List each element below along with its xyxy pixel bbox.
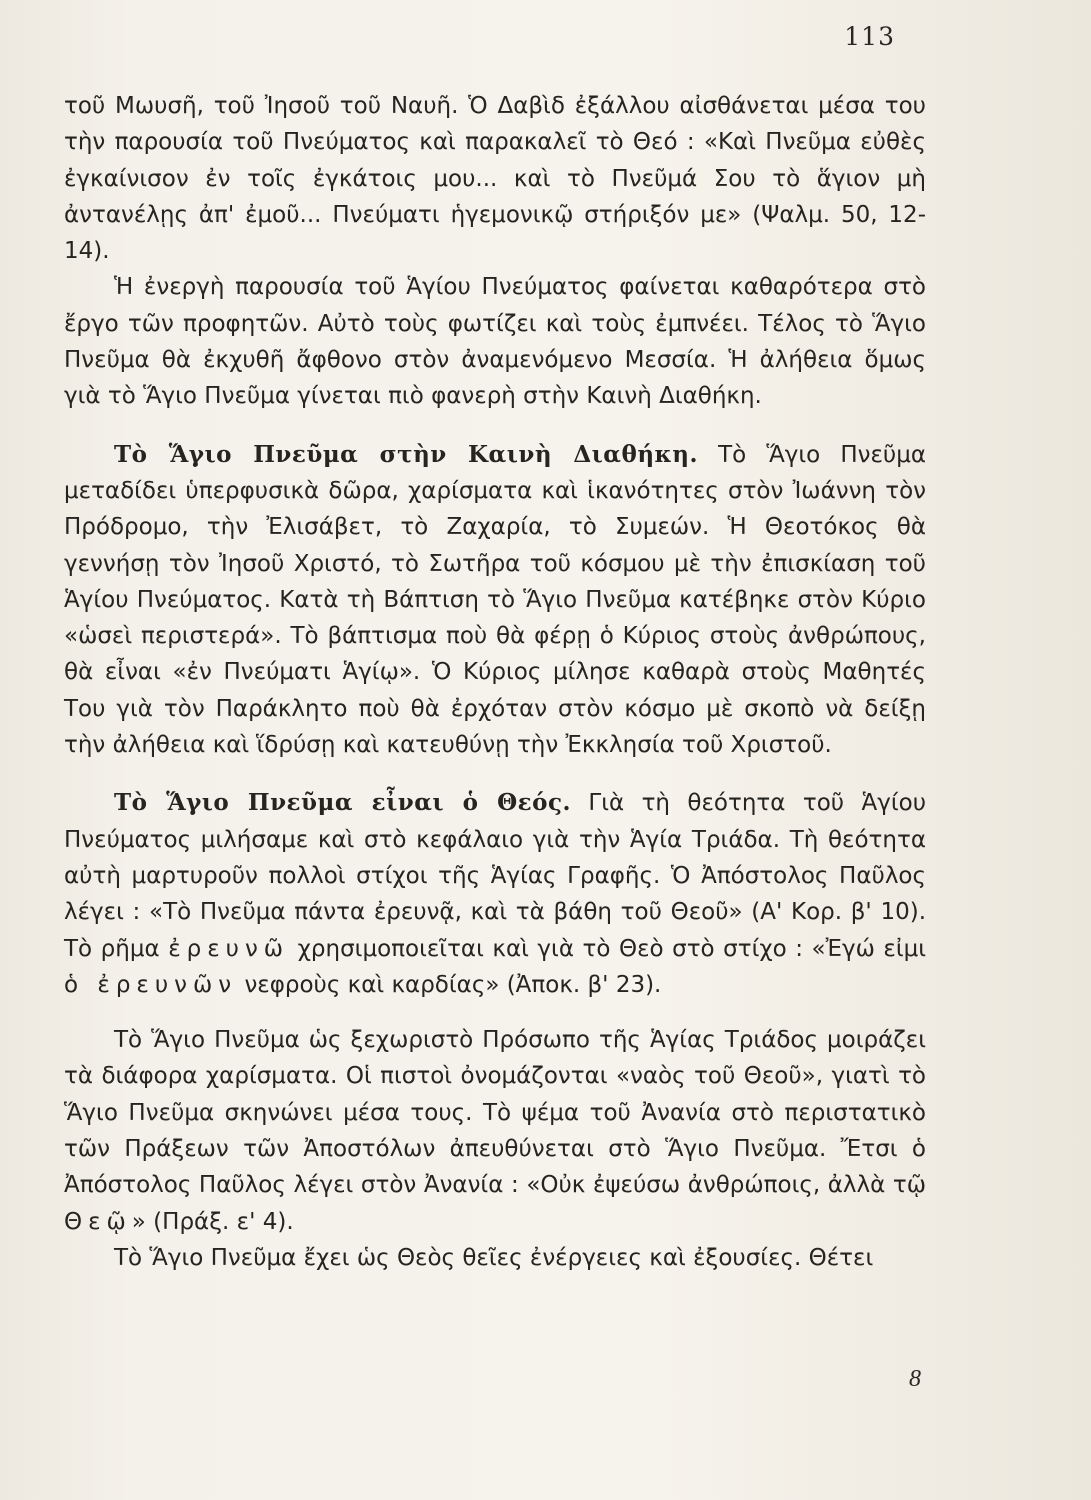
paragraph	[64, 437, 926, 764]
paragraph	[64, 1022, 926, 1240]
body-text	[64, 88, 926, 1276]
paragraph: τοῦ Μωυσῆ, τοῦ Ἰησοῦ τοῦ Ναυῆ. Ὁ Δαβὶδ ἐξάλλου αἰσθάνεται μέσα του τὴν παρουσία τοῦ Πνεύματος καὶ παρακαλεῖ τὸ Θεό : «Καὶ Πνεῦμα εὐθὲς ἐγκαίνισον ἐν τοῖς ἐγκάτοις μου... καὶ τὸ Πνεῦμά Σου τὸ ἅγιον μὴ ἀντανέλῃς ἀπ' ἐμοῦ... Πνεύματι ἡγεμονικῷ στήριξόν με» (Ψαλμ. 50, 12-14).	[64, 93, 926, 265]
paragraph: Τὸ Ἅγιο Πνεῦμα ἔχει ὡς Θεὸς θεῖες ἐνέργειες καὶ ἐξουσίες. Θέτει	[114, 1244, 874, 1271]
paragraph-text: νεφροὺς καὶ καρδίας» (Ἀποκ. β' 23).	[244, 971, 662, 998]
paragraph-text: χρησιμοποιεῖται καὶ γιὰ τὸ Θεὸ στὸ στίχο : «Ἐγώ εἰμι	[297, 935, 927, 962]
section-heading: Τὸ Ἅγιο Πνεῦμα εἶναι ὁ Θεός.	[114, 789, 571, 817]
paragraph-text: Γιὰ τὴ θεότητα τοῦ Ἁγίου Πνεύματος μιλήσαμε καὶ στὸ κεφάλαιο γιὰ τὴν Ἁγία Τριάδα. Τὴ θεότητα αὐτὴ μαρτυροῦν πολλοὶ στίχοι τῆς Ἁγίας Γραφῆς. Ὁ Ἀπόστολος Παῦλος λέγει : «Τὸ Πνεῦμα πάντα ἐρευνᾷ, καὶ τὰ βάθη τοῦ Θεοῦ» (Α' Κορ. β' 10). Τὸ ρῆμα	[64, 790, 927, 962]
paragraph-text: Τὸ Ἅγιο Πνεῦμα μεταδίδει ὑπερφυσικὰ δῶρα, χαρίσματα καὶ ἱκανότητες στὸν Ἰωάννη τὸν Πρόδρομο, τὴν Ἐλισάβετ, τὸ Ζαχαρία, τὸ Συμεών. Ἡ Θεοτόκος θὰ γεννήσῃ τὸν Ἰησοῦ Χριστό, τὸ Σωτῆρα τοῦ κόσμου μὲ τὴν ἐπισκίαση τοῦ Ἁγίου Πνεύματος. Κατὰ τὴ Βάπτιση τὸ Ἅγιο Πνεῦμα κατέβηκε στὸν Κύριο «ὡσεὶ περιστερά». Τὸ βάπτισμα ποὺ θὰ φέρῃ ὁ Κύριος στοὺς ἀνθρώπους, θὰ εἶναι «ἐν Πνεύματι Ἁγίῳ». Ὁ Κύριος μίλησε καθαρὰ στοὺς Μαθητές Του γιὰ τὸν Παράκλητο ποὺ θὰ ἐρχόταν στὸν κόσμο μὲ σκοπὸ νὰ δείξῃ τὴν ἀλήθεια καὶ ἵδρύσῃ καὶ κατευθύνῃ τὴν Ἐκκλησία τοῦ Χριστοῦ.	[64, 441, 926, 759]
section-heading: Τὸ Ἅγιο Πνεῦμα στὴν Καινὴ Διαθήκη.	[114, 440, 699, 468]
paragraph-text: Τὸ Ἅγιο Πνεῦμα ὡς ξεχωριστὸ Πρόσωπο τῆς Ἁγίας Τριάδος μοιράζει τὰ διάφορα χαρίσματα. Οἱ πιστοὶ ὀνομάζονται «ναὸς τοῦ Θεοῦ», γιατὶ τὸ Ἅγιο Πνεῦμα σκηνώνει μέσα τους. Τὸ ψέμα τοῦ Ἀνανία στὸ περιστατικὸ τῶν Πράξεων τῶν Ἀποστόλων ἀπευθύνεται στὸ Ἅγιο Πνεῦμα. Ἔτσι ὁ Ἀπόστολος Παῦλος λέγει στὸν Ἀνανία :	[64, 1027, 926, 1199]
emphasized-word: ἐρευνῶ	[168, 935, 290, 962]
emphasized-word: Θεῷ	[64, 1208, 132, 1235]
page-number: 113	[844, 22, 895, 51]
paragraph	[64, 785, 926, 1003]
emphasized-word: ὁ ἐρευνῶν	[64, 971, 238, 998]
paragraph-text: » (Πράξ. ε' 4).	[131, 1208, 294, 1235]
signature-mark: 8	[909, 1366, 921, 1392]
paragraph-text: «Οὐκ ἐψεύσω ἀνθρώποις, ἀλλὰ τῷ	[526, 1172, 926, 1199]
paragraph: Ἡ ἐνεργὴ παρουσία τοῦ Ἁγίου Πνεύματος φαίνεται καθαρότερα στὸ ἔργο τῶν προφητῶν. Αὐτὸ τοὺς φωτίζει καὶ τοὺς ἐμπνέει. Τέλος τὸ Ἅγιο Πνεῦμα θὰ ἐκχυθῆ ἄφθονο στὸν ἀναμενόμενο Μεσσία. Ἡ ἀλήθεια ὅμως γιὰ τὸ Ἅγιο Πνεῦμα γίνεται πιὸ φανερὴ στὴν Καινὴ Διαθήκη.	[64, 274, 926, 410]
